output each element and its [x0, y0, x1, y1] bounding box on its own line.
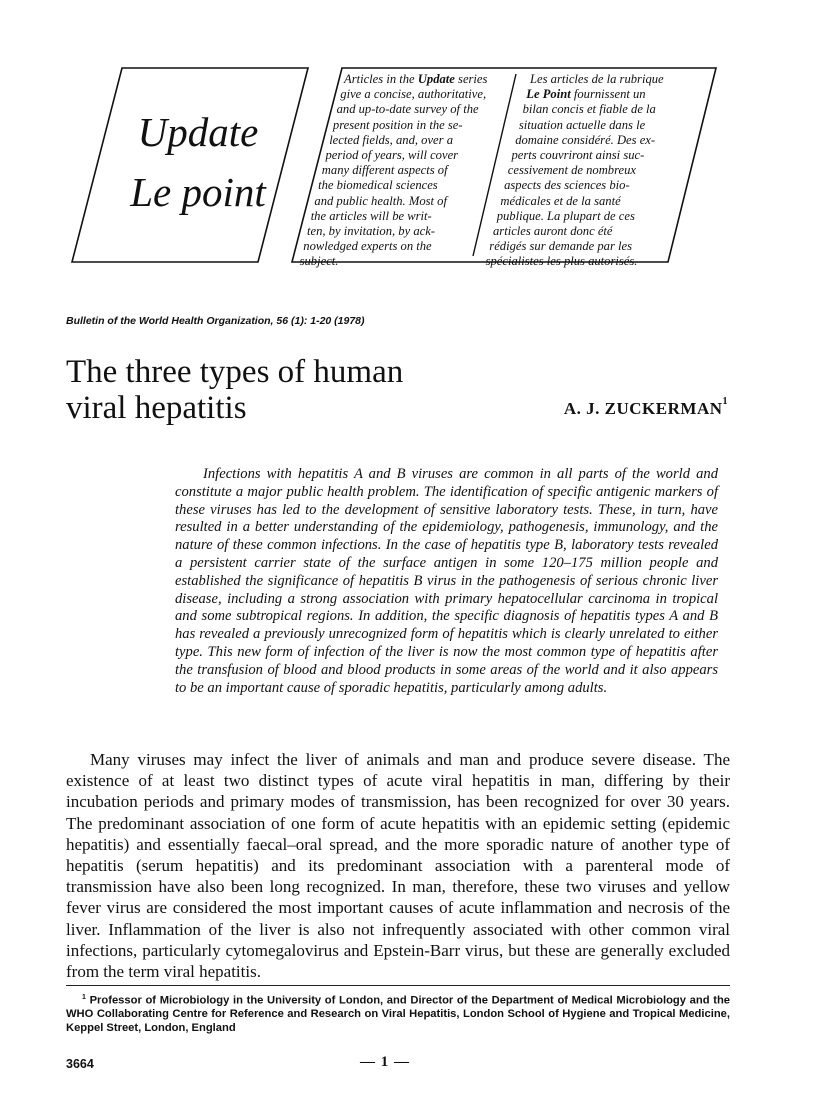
desc-fr-line: rédigés sur demande par les — [489, 239, 633, 254]
english-description — [300, 72, 506, 270]
desc-en-line: period of years, will cover — [325, 148, 459, 163]
desc-en-line: the articles will be writ- — [310, 208, 432, 223]
desc-fr-line: bilan concis et fiable de la — [522, 102, 656, 117]
article-title — [66, 354, 403, 426]
page-number: — 1 — — [360, 1054, 410, 1070]
update-label: Update — [137, 109, 259, 155]
footnote-text: Professor of Microbiology in the University of London, and Director of the Department of Medical Microbiology and the WHO Collaborating Centre for Reference and Research on Viral Hepatitis, London School of Hygiene and Tropical Medicine, Keppel Street, London, England — [66, 994, 730, 1034]
footnote — [66, 991, 730, 1036]
desc-fr-line: cessivement de nombreux — [507, 163, 637, 178]
title-line-1: The three types of human — [66, 354, 404, 390]
page-code: 3664 — [66, 1057, 94, 1071]
footnote-marker: 1 — [82, 994, 86, 1001]
desc-fr-line: aspects des sciences bio- — [504, 178, 630, 193]
desc-en-line: and public health. Most of — [314, 193, 447, 208]
desc-en-line: nowledged experts on the — [303, 239, 432, 254]
le-point-label: Le point — [130, 169, 266, 215]
desc-en-line: give a concise, authoritative, — [340, 87, 487, 102]
desc-en-line: lected fields, and, over a — [329, 132, 453, 147]
desc-fr-line: publique. La plupart de ces — [496, 208, 635, 223]
author-footnote-marker: 1 — [722, 396, 728, 407]
desc-fr-line: médicales et de la santé — [500, 193, 621, 208]
title-box-frame — [70, 66, 310, 264]
desc-fr-line: situation actuelle dans le — [518, 117, 646, 132]
desc-en-line: Articles in the Update series — [344, 72, 488, 86]
desc-en-line: many different aspects of — [321, 163, 448, 178]
abstract: Infections with hepatitis A and B viruses are common in all parts of the world and constitute a major public health problem. The identification of specific antigenic markers of these viruses has led to the development of sensitive laboratory tests. These, in turn, have resulted in a better understanding of the epidemiology, pathogenesis, immunology, and the nature of these common infections. In the case of hepatitis type B, laboratory tests revealed a persistent carrier state of the surface antigen in some 120–175 million people and established the significance of hepatitis B virus in the pathogenesis of serious chronic liver disease, including a strong association with primary hepatocellular carcinoma in tropical and some subtropical regions. In addition, the specific diagnosis of hepatitis types A and B has revealed a previously unrecognized form of hepatitis which is clearly unrelated to either type. This new form of infection of the liver is now the most common type of hepatitis after the transfusion of blood and blood products in some areas of the world and it also appears to be an important cause of sporadic hepatitis, particularly among adults. — [175, 466, 718, 696]
author — [563, 396, 728, 419]
title-line-2: viral hepatitis — [66, 390, 247, 426]
series-description-box — [290, 66, 718, 269]
author-name: A. J. ZUCKERMAN — [563, 399, 723, 418]
french-description — [480, 72, 690, 270]
desc-en-line: present position in the se- — [332, 117, 463, 132]
journal-citation: Bulletin of the World Health Organization, 56 (1): 1-20 (1978) — [66, 315, 365, 327]
desc-fr-line: perts couvriront ainsi suc- — [511, 148, 645, 163]
body-paragraph: Many viruses may infect the liver of animals and man and produce severe disease. The existence of at least two distinct types of acute viral hepatitis in man, differing by their incubation periods and primary modes of transmission, has been recognized for over 30 years. The predominant association of one form of acute hepatitis with an epidemic setting (epidemic hepatitis) and essentially faecal–oral spread, and the more sporadic nature of another type of hepatitis (serum hepatitis) and its predominant association with a parenteral mode of transmission have also been long recognized. In man, therefore, these two viruses and yellow fever virus are considered the most important causes of acute inflammation and necrosis of the liver. Inflammation of the liver is also not infrequently associated with other common viral infections, particularly cytomegalovirus and Epstein-Barr virus, but these are generally excluded from the term viral hepatitis. — [66, 750, 730, 982]
desc-fr-line: Les articles de la rubrique — [530, 72, 664, 86]
desc-fr-line: articles auront donc été — [493, 224, 613, 239]
desc-en-line: ten, by invitation, by ack- — [307, 224, 435, 239]
desc-fr-line: Le Point fournissent un — [526, 87, 646, 102]
desc-fr-line: spécialistes les plus autorisés. — [485, 254, 638, 269]
desc-en-line: subject. — [299, 254, 339, 269]
desc-en-line: and up-to-date survey of the — [336, 102, 479, 117]
desc-en-line: the biomedical sciences — [318, 178, 438, 193]
footnote-divider — [66, 985, 730, 986]
update-title-box — [70, 66, 310, 264]
desc-fr-line: domaine considéré. Des ex- — [515, 132, 656, 147]
